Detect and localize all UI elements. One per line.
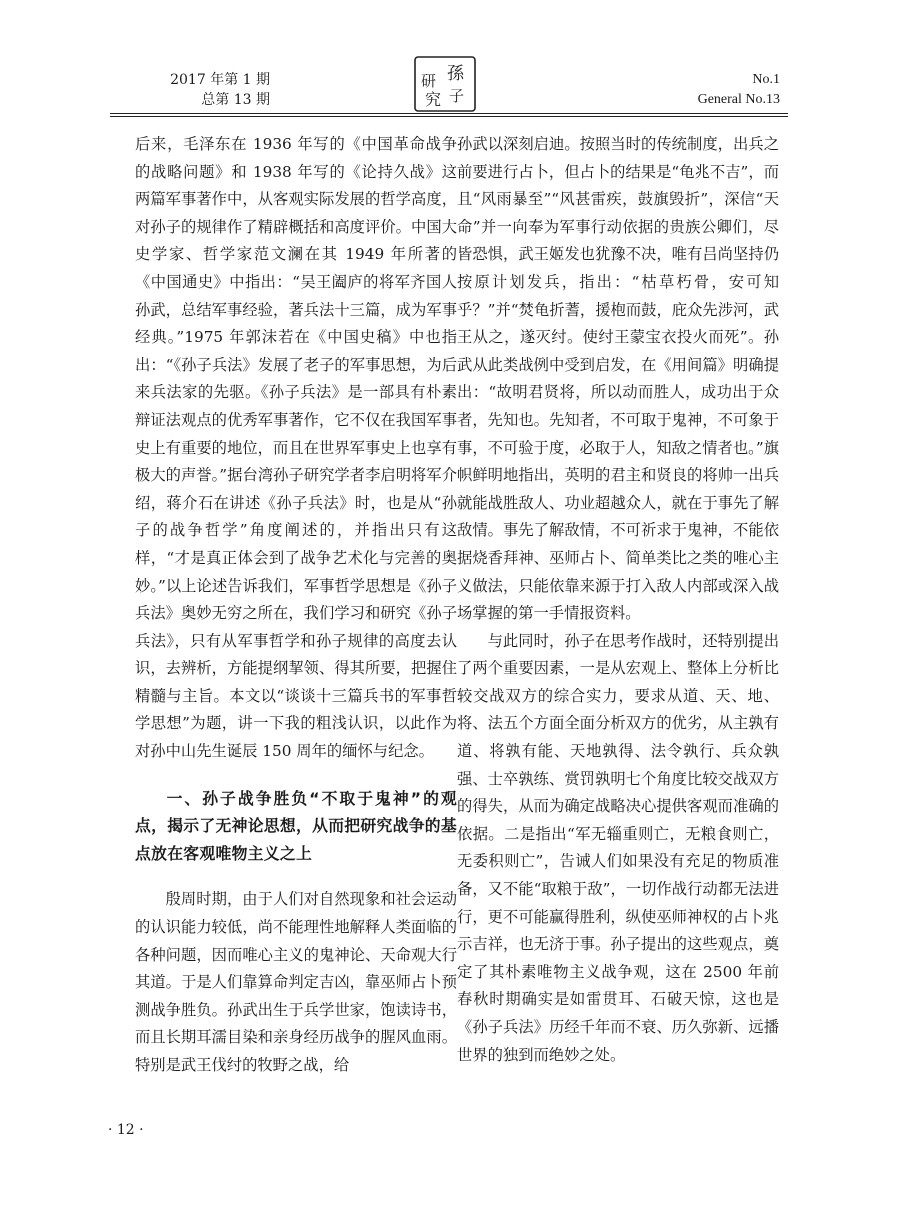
issue-info-right: [640, 70, 780, 110]
left-column: [135, 131, 457, 1080]
header-rule: [110, 113, 788, 114]
journal-logo-icon: [413, 55, 477, 113]
issue-number: No.1: [752, 72, 780, 87]
paragraph: 后来，毛泽东在 1936 年写的《中国革命战争的战略问题》和 1938 年写的《论持久战》这两篇军事著作中，从客观实际发展的哲学高度，对孙子的规律作了精辟概括和高度评价。中国大史学家、哲学家范文澜在其 1949 年所著的《中国通史》中指出：“吴王阖庐的将军齐国人孙武，总结军事经验，著兵法十三篇，成为军事经典。”1975 年郭沫若在《中国史稿》中也指出：“《孙子兵法》发展了老子的军事思想，为后来兵法家的先驱。《孙子兵法》是一部具有朴素辩证法观点的优秀军事著作，它不仅在我国军事史上有重要的地位，而且在世界军事史上也享有极大的声誉。”据台湾孙子研究学者李启明将军介绍，蒋介石在讲述《孙子兵法》时，也是从“孙子的战争哲学”角度阐述的，并指出只有这样，“才是真正体会到了战争艺术化与完善的奥妙。”以上论述告诉我们，军事哲学思想是《孙子兵法》奥妙无穷之所在，我们学习和研究《孙子兵法》，只有从军事哲学和孙子规律的高度去认识，去辨析，方能提纲挈领、得其所要，把握住精髓与主旨。本文以“谈谈十三篇兵书的军事哲学思想”为题，讲一下我的粗浅认识，以此作为对孙中山先生诞辰 150 周年的缅怀与纪念。: [135, 135, 457, 761]
svg-text:研: 研: [421, 72, 437, 90]
svg-text:孫: 孫: [447, 64, 464, 84]
paragraph: 与此同时，孙子在思考作战时，还特别提出了两个重要因素，一是从宏观上、整体上分析比较交战双方的综合实力，要求从道、天、地、将、法五个方面全面分析双方的优劣，从主孰有道、将孰有能、天地孰得、法令孰行、兵众孰强、士卒孰练、赏罚孰明七个角度比较交战双方的得失，从而为确定战略决心提供客观而准确的依据。二是指出“军无辎重则亡，无粮食则亡，无委积则亡”，告诫人们如果没有充足的物质准备，又不能“取粮于敌”，一切作战行动都无法进行，更不可能赢得胜利，纵使巫师神权的占卜兆示吉祥，也无济于事。孙子提出的这些观点，奠定了其朴素唯物主义战争观，这在 2500 年前春秋时期确实是如雷贯耳、石破天惊，这也是《孙子兵法》历经千年而不衰、历久弥新、远播世界的独到而绝妙之处。: [457, 631, 779, 1064]
issue-total: 总第 13 期: [201, 92, 270, 108]
section-heading: 一、孙子战争胜负“不取于鬼神”的观点，揭示了无神论思想，从而把研究战争的基点放在客观唯物主义之上: [135, 788, 457, 863]
header-rule-thin: [110, 116, 788, 117]
svg-text:子: 子: [449, 87, 465, 105]
issue-general: General No.13: [697, 92, 780, 107]
paragraph: 殷周时期，由于人们对自然现象和社会运动的认识能力较低，尚不能理性地解释人类面临的各种问题，因而唯心主义的鬼神论、天命观大行其道。于是人们靠算命判定吉凶，靠巫师占卜预测战争胜负。孙武出生于兵学世家，饱读诗书，而且长期耳濡目染和亲身经历战争的腥风血雨。特别是武王伐纣的牧野之战，给: [135, 890, 457, 1074]
issue-year: 2017 年第 1 期: [170, 72, 270, 88]
issue-info-left: [110, 70, 270, 110]
right-column: [457, 131, 779, 1069]
svg-text:究: 究: [425, 90, 442, 109]
page-number: · 12 ·: [108, 1122, 144, 1138]
paragraph: 孙武以深刻启迪。按照当时的传统制度，出兵之前要进行占卜，但占卜的结果是“龟兆不吉”，而且“风雨暴至”“风甚雷疾，鼓旗毁折”，深信“天命”并一向奉为军事行动依据的贵族公卿们，尽皆恐惧，武王姬发也犹豫不决，唯有吕尚坚持仍按原计划发兵，指出：“枯草朽骨，安可知乎？”并“焚龟折蓍，援枹而鼓，庇众先涉河，武王从之，遂灭纣。使纣王蒙宝衣投火而死”。孙武从此类战例中受到启发，在《用间篇》明确提出：“故明君贤将，所以动而胜人，成功出于众者，先知也。先知者，不可取于鬼神，不可象于事，不可验于度，必取于人，知敌之情者也。”旗帜鲜明地指出，英明的君主和贤良的将帅一出兵就能战胜敌人、功业超越众人，就在于事先了解敌情。事先了解敌情，不可祈求于鬼神，不能依据烧香拜神、巫师占卜、简单类比之类的唯心主义做法，只能依靠来源于打入敌人内部或深入战场掌握的第一手情报资料。: [457, 135, 779, 623]
